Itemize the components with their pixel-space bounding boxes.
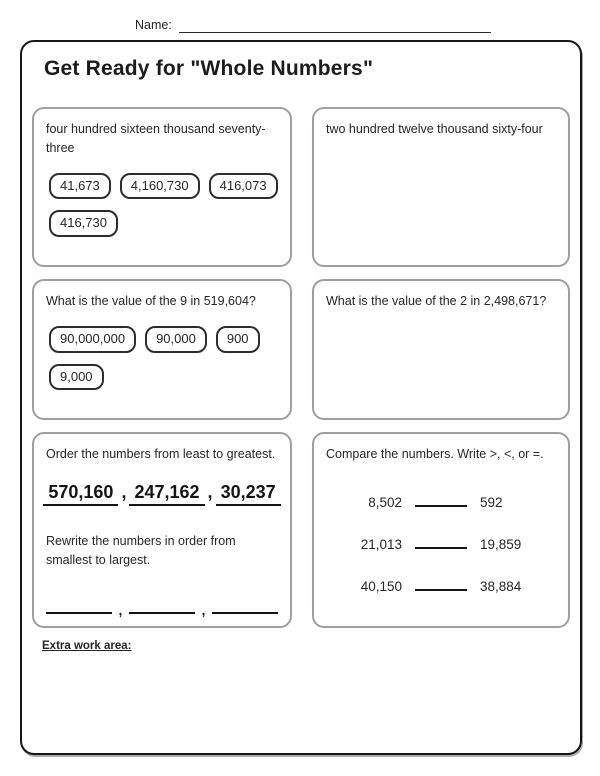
comparison-right-number: 38,884 bbox=[480, 578, 522, 594]
answer-choices-group bbox=[46, 173, 278, 238]
question-prompt: What is the value of the 2 in 2,498,671? bbox=[326, 294, 547, 308]
name-input-line[interactable] bbox=[179, 18, 491, 33]
ordering-numbers-row bbox=[42, 482, 282, 506]
answer-choice-pill[interactable]: 416,730 bbox=[49, 210, 118, 237]
comparison-answer-blank[interactable] bbox=[415, 536, 467, 549]
ordering-comma: , bbox=[207, 481, 213, 502]
blank-comma: , bbox=[118, 601, 123, 618]
question-box-comparing bbox=[312, 432, 570, 628]
question-prompt: Compare the numbers. Write >, <, or =. bbox=[326, 447, 544, 461]
answer-choice-pill[interactable]: 90,000,000 bbox=[49, 326, 136, 353]
name-label: Name: bbox=[135, 18, 172, 32]
blank-comma: , bbox=[201, 601, 206, 618]
worksheet-frame bbox=[20, 40, 582, 755]
comparison-left-number: 21,013 bbox=[360, 536, 402, 552]
question-box-place-value-1 bbox=[32, 279, 292, 420]
question-prompt: two hundred twelve thousand sixty-four bbox=[326, 122, 543, 136]
answer-blank-line[interactable] bbox=[46, 600, 112, 614]
comparison-row bbox=[326, 578, 556, 594]
answer-choice-pill[interactable]: 9,000 bbox=[49, 364, 104, 391]
comparison-row bbox=[326, 536, 556, 552]
comparison-left-number: 40,150 bbox=[360, 578, 402, 594]
answer-choice-pill[interactable]: 41,673 bbox=[49, 173, 111, 200]
question-prompt: What is the value of the 9 in 519,604? bbox=[46, 294, 256, 308]
question-prompt: Order the numbers from least to greatest. bbox=[46, 447, 276, 461]
answer-choices-group bbox=[46, 326, 278, 391]
question-box-ordering bbox=[32, 432, 292, 628]
comparison-answer-blank[interactable] bbox=[415, 578, 467, 591]
answer-blank-line[interactable] bbox=[212, 600, 278, 614]
comparison-right-number: 19,859 bbox=[480, 536, 522, 552]
ordering-comma: , bbox=[121, 481, 127, 502]
ordering-number: 247,162 bbox=[129, 482, 204, 506]
question-box-word-form-1 bbox=[32, 107, 292, 267]
ordering-number: 30,237 bbox=[216, 482, 281, 506]
page-title: Get Ready for "Whole Numbers" bbox=[44, 57, 374, 80]
ordering-answer-blanks bbox=[46, 600, 278, 618]
answer-choice-pill[interactable]: 900 bbox=[216, 326, 260, 353]
comparison-answer-blank[interactable] bbox=[415, 494, 467, 507]
comparison-right-number: 592 bbox=[480, 494, 503, 510]
rewrite-prompt: Rewrite the numbers in order from smallest to largest. bbox=[46, 533, 236, 567]
question-box-word-form-2 bbox=[312, 107, 570, 267]
answer-choice-pill[interactable]: 4,160,730 bbox=[120, 173, 200, 200]
comparison-rows bbox=[326, 494, 556, 594]
answer-blank-line[interactable] bbox=[129, 600, 195, 614]
question-prompt: four hundred sixteen thousand seventy-three bbox=[46, 122, 266, 155]
answer-choice-pill[interactable]: 416,073 bbox=[209, 173, 278, 200]
comparison-row bbox=[326, 494, 556, 510]
extra-work-label: Extra work area: bbox=[42, 640, 132, 652]
answer-choice-pill[interactable]: 90,000 bbox=[145, 326, 207, 353]
ordering-number: 570,160 bbox=[43, 482, 118, 506]
name-row bbox=[135, 18, 491, 33]
question-box-place-value-2 bbox=[312, 279, 570, 420]
comparison-left-number: 8,502 bbox=[368, 494, 402, 510]
